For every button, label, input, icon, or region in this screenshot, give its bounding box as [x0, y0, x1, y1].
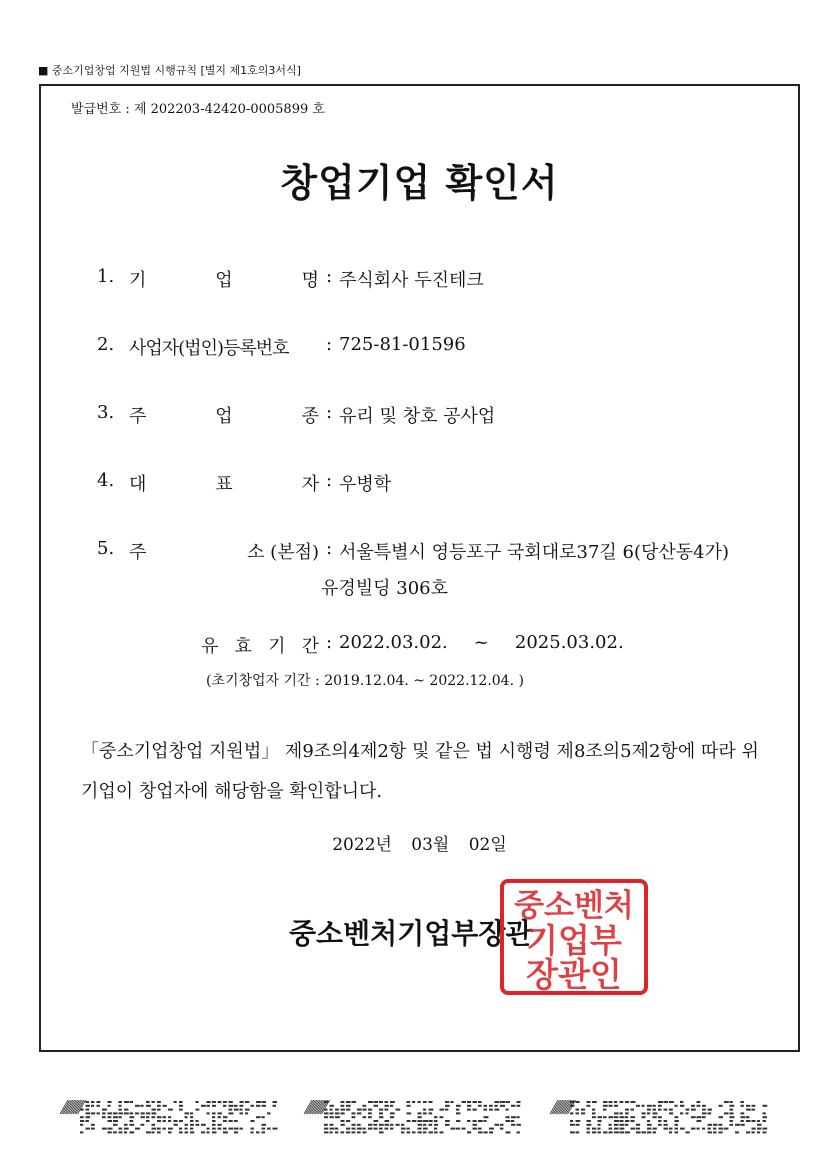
- issue-number: 발급번호 : 제 202203-42420-0005899 호: [71, 102, 325, 117]
- document-barcodes: [58, 1100, 778, 1136]
- svg-text:기업부: 기업부: [526, 921, 622, 960]
- official-seal: [499, 878, 649, 996]
- field-representative: 4. 대 표 자 : 우병학: [97, 470, 392, 495]
- issuer-name: 중소벤처기업부장관: [289, 917, 533, 950]
- validity-start: 2022.03.02.: [339, 632, 448, 653]
- business-reg-no-value: 725-81-01596: [339, 334, 466, 355]
- confirmation-statement: 「중소기업창업 지원법」 제9조의4제2항 및 같은 법 시행령 제8조의5제2항에 따라 위 기업이 창업자에 해당함을 확인합니다.: [81, 741, 759, 802]
- svg-text:장관인: 장관인: [526, 955, 622, 994]
- initial-founder-period: (초기창업자 기간 : 2019.12.04. ~ 2022.12.04. ): [206, 673, 524, 689]
- field-address: 5. 주 소 (본점) : 서울특별시 영등포구 국회대로37길 6(당산동4가): [97, 538, 730, 563]
- barcode-3: [548, 1100, 770, 1136]
- validity-period: 유 효 기 간 : 2022.03.02. ~ 2025.03.02.: [201, 632, 624, 657]
- industry-value: 유리 및 창호 공사업: [339, 406, 496, 427]
- address-line-2: 유경빌딩 306호: [321, 578, 449, 599]
- company-name-value: 주식회사 두진테크: [339, 270, 484, 291]
- barcode-2: [302, 1100, 524, 1136]
- barcode-1: [58, 1100, 280, 1136]
- validity-end: 2025.03.02.: [514, 632, 624, 653]
- field-industry: 3. 주 업 종 : 유리 및 창호 공사업: [97, 402, 496, 427]
- field-business-reg-no: 2. 사업자(법인)등록번호 : 725-81-01596: [97, 334, 466, 359]
- field-company-name: 1. 기 업 명 : 주식회사 두진테크: [97, 266, 484, 291]
- certificate-title: 창업기업 확인서: [280, 161, 559, 205]
- representative-value: 우병학: [339, 474, 392, 495]
- issue-date: 2022년 03월 02일: [332, 835, 507, 855]
- svg-text:중소벤처: 중소벤처: [514, 888, 634, 924]
- form-reference: ■ 중소기업창업 지원법 시행규칙 [별지 제1호의3서식]: [38, 64, 301, 77]
- certificate-frame: [39, 84, 800, 1052]
- address-value: 서울특별시 영등포구 국회대로37길 6(당산동4가): [339, 542, 730, 563]
